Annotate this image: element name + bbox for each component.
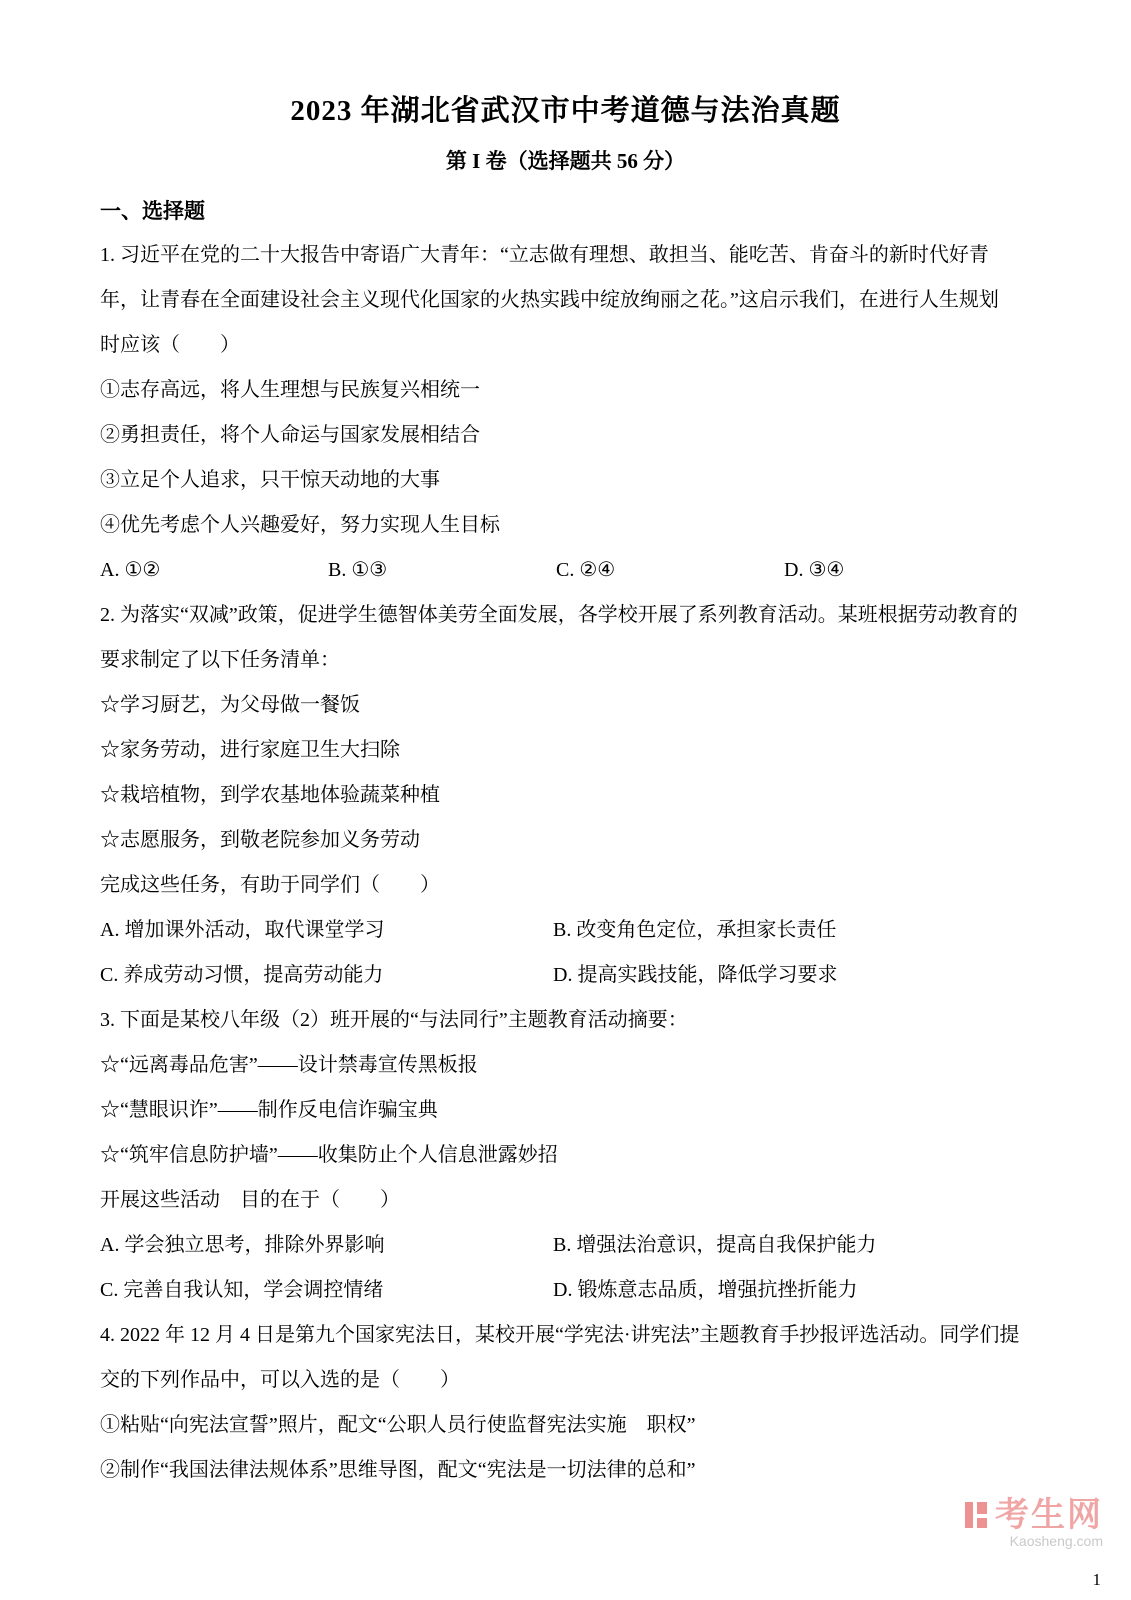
page-number: 1: [1092, 1570, 1101, 1589]
page-subtitle: 第 I 卷（选择题共 56 分）: [445, 149, 686, 173]
option-b: B. ①③: [328, 559, 388, 581]
option-d: D. 提高实践技能，降低学习要求: [553, 964, 838, 986]
numbered-item: ①粘贴“向宪法宣誓”照片，配文“公职人员行使监督宪法实施 职权”: [100, 1414, 696, 1436]
option-b: B. 增强法治意识，提高自我保护能力: [553, 1234, 877, 1256]
numbered-item: ③立足个人追求，只干惊天动地的大事: [100, 469, 440, 491]
question-prompt-line: 开展这些活动 目的在于（ ）: [100, 1189, 400, 1211]
question-stem-line: 要求制定了以下任务清单：: [100, 649, 340, 671]
option-c: C. ②④: [556, 559, 616, 581]
question-1: [0, 233, 1131, 593]
task-list-item: ☆栽培植物，到学农基地体验蔬菜种植: [100, 784, 440, 806]
task-list-item: ☆家务劳动，进行家庭卫生大扫除: [100, 739, 400, 761]
activity-list-item: ☆“筑牢信息防护墙”——收集防止个人信息泄露妙招: [100, 1144, 558, 1166]
task-list-item: ☆志愿服务，到敬老院参加义务劳动: [100, 829, 420, 851]
watermark-row: [961, 1498, 1103, 1532]
option-b: B. 改变角色定位，承担家长责任: [553, 919, 837, 941]
watermark-domain: Kaosheng.com: [1009, 1533, 1103, 1549]
activity-list-item: ☆“慧眼识诈”——制作反电信诈骗宝典: [100, 1099, 438, 1121]
document-body: [0, 233, 1131, 1493]
kaosheng-logo-icon: [961, 1500, 991, 1530]
page-title: 2023 年湖北省武汉市中考道德与法治真题: [290, 95, 841, 127]
question-stem-line: 3. 下面是某校八年级（2）班开展的“与法同行”主题教育活动摘要：: [100, 1009, 688, 1031]
section-heading: 一、选择题: [100, 199, 205, 223]
activity-list-item: ☆“远离毒品危害”——设计禁毒宣传黑板报: [100, 1054, 478, 1076]
numbered-item: ②勇担责任，将个人命运与国家发展相结合: [100, 424, 480, 446]
question-4: [0, 1313, 1131, 1493]
options-row: [100, 1268, 1031, 1313]
numbered-item: ①志存高远，将人生理想与民族复兴相统一: [100, 379, 480, 401]
option-a: A. 增加课外活动，取代课堂学习: [100, 919, 385, 941]
question-stem-line: 时应该（ ）: [100, 334, 240, 356]
question-stem-line: 交的下列作品中，可以入选的是（ ）: [100, 1369, 460, 1391]
question-3: [0, 998, 1131, 1313]
options-row: [100, 908, 1031, 953]
question-stem-line: 4. 2022 年 12 月 4 日是第九个国家宪法日，某校开展“学宪法·讲宪法”主题教育手抄报评选活动。同学们提: [100, 1324, 1020, 1346]
options-row: [100, 548, 1031, 593]
options-row: [100, 1223, 1031, 1268]
question-prompt-line: 完成这些任务，有助于同学们（ ）: [100, 874, 440, 896]
task-list-item: ☆学习厨艺，为父母做一餐饭: [100, 694, 360, 716]
option-a: A. ①②: [100, 559, 161, 581]
numbered-item: ④优先考虑个人兴趣爱好，努力实现人生目标: [100, 514, 500, 536]
question-stem-line: 2. 为落实“双减”政策，促进学生德智体美劳全面发展，各学校开展了系列教育活动。某班根据劳动教育的: [100, 604, 1018, 626]
numbered-item: ②制作“我国法律法规体系”思维导图，配文“宪法是一切法律的总和”: [100, 1459, 696, 1481]
question-stem-line: 年，让青春在全面建设社会主义现代化国家的火热实践中绽放绚丽之花。”这启示我们，在进行人生规划: [100, 289, 999, 311]
option-d: D. 锻炼意志品质，增强抗挫折能力: [553, 1279, 858, 1301]
options-row: [100, 953, 1031, 998]
option-c: C. 完善自我认知，学会调控情绪: [100, 1279, 384, 1301]
watermark-site-name: 考生网: [995, 1496, 1103, 1534]
option-d: D. ③④: [784, 559, 845, 581]
watermark: [961, 1498, 1103, 1548]
question-stem-line: 1. 习近平在党的二十大报告中寄语广大青年：“立志做有理想、敢担当、能吃苦、肯奋斗的新时代好青: [100, 244, 989, 266]
question-2: [0, 593, 1131, 998]
option-a: A. 学会独立思考，排除外界影响: [100, 1234, 385, 1256]
option-c: C. 养成劳动习惯，提高劳动能力: [100, 964, 384, 986]
